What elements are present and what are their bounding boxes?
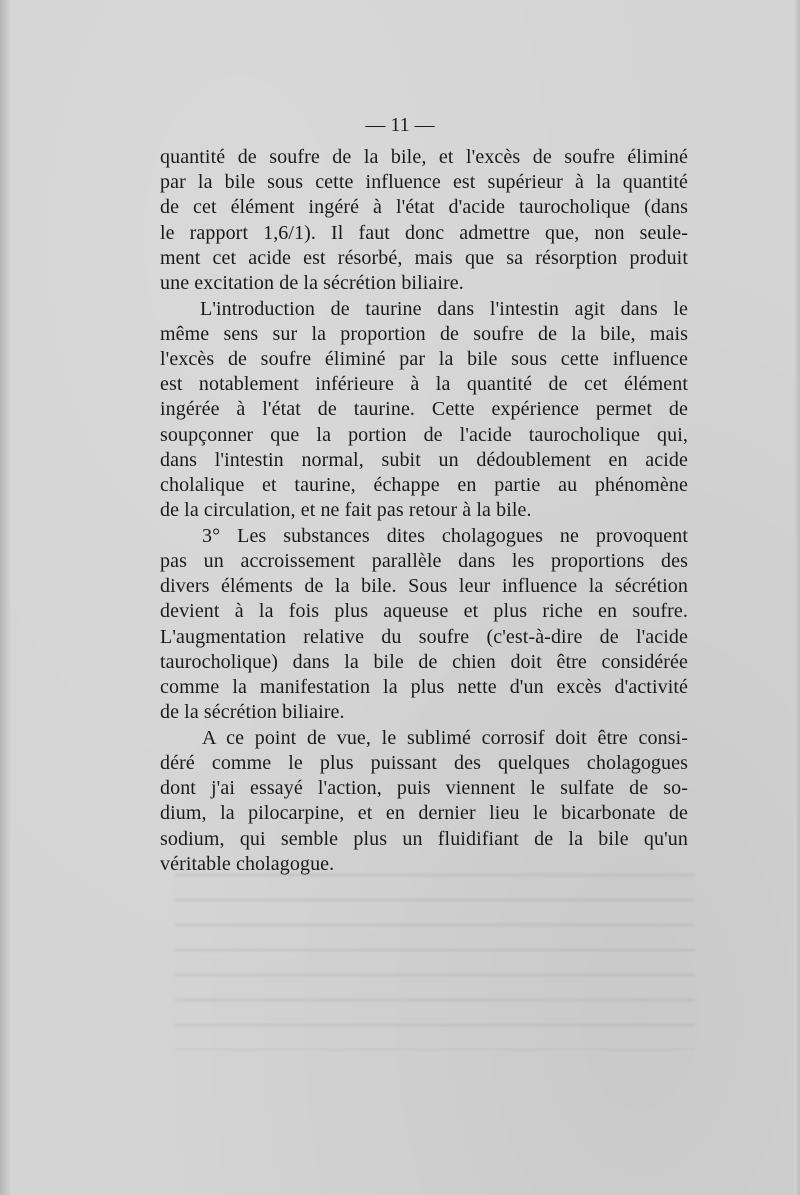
- text-line: même sens sur la proportion de soufre de la bile, mais: [160, 322, 688, 345]
- text-line: sodium, qui semble plus un fluidifiant de la bile qu'un: [160, 827, 688, 850]
- text-line: soupçonner que la portion de l'acide taurocholique qui,: [160, 423, 688, 446]
- text-line: quantité de soufre de la bile, et l'excès de soufre éliminé: [160, 146, 688, 168]
- text-line: taurocholique) dans la bile de chien doit être considérée: [160, 650, 688, 673]
- text-line: déré comme le plus puissant des quelques cholagogues: [160, 752, 688, 774]
- text-line: une excitation de la sécrétion biliaire.: [160, 271, 464, 294]
- text-line: 3° Les substances dites cholagogues ne provoquent: [202, 524, 688, 547]
- paragraph-2: [160, 297, 688, 524]
- text-line: véritable cholagogue.: [160, 852, 335, 875]
- text-line: A ce point de vue, le sublimé corrosif doit être consi-: [202, 726, 688, 749]
- text-line: de cet élément ingéré à l'état d'acide taurocholique (dans: [160, 196, 688, 219]
- body-text: [160, 145, 688, 877]
- text-line: dium, la pilocarpine, et en dernier lieu le bicarbonate de: [160, 802, 688, 825]
- page-edge-left: [0, 0, 10, 1195]
- text-line: cholalique et taurine, échappe en partie au phénomène: [160, 473, 688, 496]
- text-line: de la circulation, et ne fait pas retour à la bile.: [160, 499, 532, 522]
- text-line: dans l'intestin normal, subit un dédoublement en acide: [160, 448, 688, 471]
- paragraph-3: [160, 524, 688, 726]
- text-line: de la sécrétion biliaire.: [160, 701, 345, 724]
- paragraph-1: [160, 145, 688, 296]
- text-line: le rapport 1,6/1). Il faut donc admettre que, non seule-: [160, 221, 688, 244]
- text-line: L'introduction de taurine dans l'intestin agit dans le: [200, 297, 688, 320]
- page-edge-right: [794, 0, 800, 1195]
- paragraph-4: [160, 726, 688, 877]
- text-line: comme la manifestation la plus nette d'un excès d'activité: [160, 675, 688, 698]
- text-line: divers éléments de la bile. Sous leur influence la sécrétion: [160, 575, 688, 598]
- text-line: pas un accroissement parallèle dans les proportions des: [160, 550, 688, 572]
- text-line: l'excès de soufre éliminé par la bile sous cette influence: [160, 348, 688, 370]
- page-number: — 11 —: [365, 114, 435, 136]
- text-line: par la bile sous cette influence est supérieur à la quantité: [160, 171, 688, 194]
- text-line: ment cet acide est résorbé, mais que sa résorption produit: [160, 246, 688, 269]
- show-through-texture: [175, 860, 695, 1050]
- text-line: dont j'ai essayé l'action, puis viennent le sulfate de so-: [160, 777, 688, 800]
- text-line: ingérée à l'état de taurine. Cette expérience permet de: [160, 398, 688, 421]
- text-line: L'augmentation relative du soufre (c'est-à-dire de l'acide: [160, 625, 688, 648]
- text-line: devient à la fois plus aqueuse et plus riche en soufre.: [160, 600, 688, 623]
- text-line: est notablement inférieure à la quantité de cet élément: [160, 373, 688, 396]
